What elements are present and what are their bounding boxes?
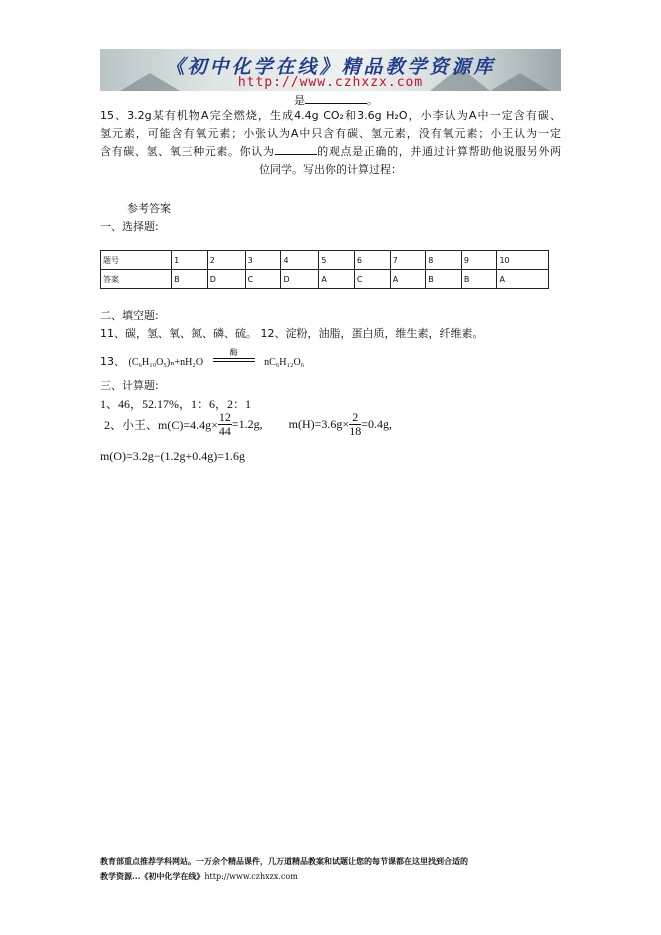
table-cell: 6 (354, 251, 390, 270)
fill-answers-11-12: 11、碳，氢、氧、氮、磷、硫。 12、淀粉，油脂，蛋白质，维生素，纤维素。 (100, 327, 484, 340)
row-label: 题号 (101, 251, 172, 270)
table-cell: 1 (172, 251, 208, 270)
q13-reactant: (C₆H₁₀O₅)ₙ+nH₂O (128, 357, 204, 368)
table-cell: C (354, 270, 390, 289)
table-cell: A (319, 270, 355, 289)
answer-blank (275, 143, 317, 155)
table-cell: 3 (245, 251, 281, 270)
q15-line3-prefix: 含有碳、氢、氧三种元素。你认为 (100, 145, 275, 158)
question14-tail (294, 92, 378, 108)
table-row (101, 251, 549, 270)
footer-line1: 教育部重点推荐学科网站。一万余个精品课件，几万道精品教案和试题让您的每节课都在这里找到合适的 (100, 856, 468, 866)
fraction-numerator: 12 (218, 410, 231, 424)
answer-blank (305, 92, 367, 104)
answers-heading: 参考答案 (127, 202, 171, 215)
table-cell: 7 (390, 251, 426, 270)
section2-title: 二、填空题: (100, 309, 159, 322)
fraction (218, 411, 232, 438)
table-cell: 2 (207, 251, 245, 270)
q15-line2: 氢元素，可能含有氧元素；小张认为A中只含有碳、氢元素，没有氧元素；小王认为一定 (100, 127, 561, 140)
arrow-line (213, 361, 255, 362)
q15-line3 (100, 143, 561, 161)
calc2-mid: =1.2g, (231, 417, 263, 431)
q15-line4: 位同学。写出你的计算过程： (259, 163, 402, 176)
q13-arrow (213, 347, 255, 369)
table-cell: D (281, 270, 319, 289)
q13-condition: 酶 (229, 348, 238, 357)
table-cell: D (207, 270, 245, 289)
table-cell: B (172, 270, 208, 289)
banner-url[interactable]: http://www.czhxzx.com (237, 75, 424, 90)
table-cell: A (497, 270, 549, 289)
q15-line3-suffix: 的观点是正确的，并通过计算帮助他说服另外两 (316, 145, 562, 158)
fraction-denominator: 18 (349, 424, 362, 438)
table-cell: 8 (426, 251, 462, 270)
table-cell: 9 (461, 251, 497, 270)
table-cell: 5 (319, 251, 355, 270)
section1-title: 一、选择题: (100, 220, 159, 233)
calc-answer-2 (104, 411, 392, 438)
table-cell: 10 (497, 251, 549, 270)
q14-suffix: 。 (367, 94, 378, 107)
fraction-denominator: 44 (218, 424, 231, 438)
arrow-line (213, 358, 255, 359)
q13-equation (100, 347, 304, 371)
q13-product: nC₆H₁₂O₆ (264, 357, 305, 368)
calc2-h-suffix: =0.4g, (361, 417, 392, 431)
q14-prefix: 是 (294, 94, 305, 107)
table-cell: B (461, 270, 497, 289)
footer-line2 (100, 869, 570, 884)
row-label: 答案 (101, 270, 172, 289)
calc-answer-1: 1、46，52.17%，1：6，2：1 (100, 397, 251, 411)
table-cell: B (426, 270, 462, 289)
footer-line2-text: 教学资源...《初中化学在线》 (100, 871, 205, 881)
table-cell: A (390, 270, 426, 289)
fraction-numerator: 2 (349, 411, 361, 425)
table-cell: 4 (281, 251, 319, 270)
header-banner (100, 49, 561, 91)
banner-title: 《初中化学在线》精品教学资源库 (165, 56, 496, 78)
calc2-h-prefix: m(H)=3.6g× (288, 417, 350, 431)
fraction (349, 411, 361, 438)
section3-title: 三、计算题: (100, 379, 159, 392)
calc-answer-3: m(O)=3.2g−(1.2g+0.4g)=1.6g (100, 449, 246, 463)
table-row (101, 270, 549, 289)
calc2-prefix: 2、小王、m(C)=4.4g× (104, 418, 218, 432)
question15 (100, 107, 561, 179)
q15-line1: 15、3.2g某有机物A完全燃烧，生成4.4g CO₂和3.6g H₂O，小李认为A中一定含有碳、 (100, 109, 561, 122)
q13-label: 13、 (100, 355, 125, 368)
answer-table (100, 250, 549, 289)
footer-url[interactable]: http://www.czhxzx.com (204, 872, 298, 881)
table-cell: C (245, 270, 281, 289)
footer (100, 854, 570, 884)
